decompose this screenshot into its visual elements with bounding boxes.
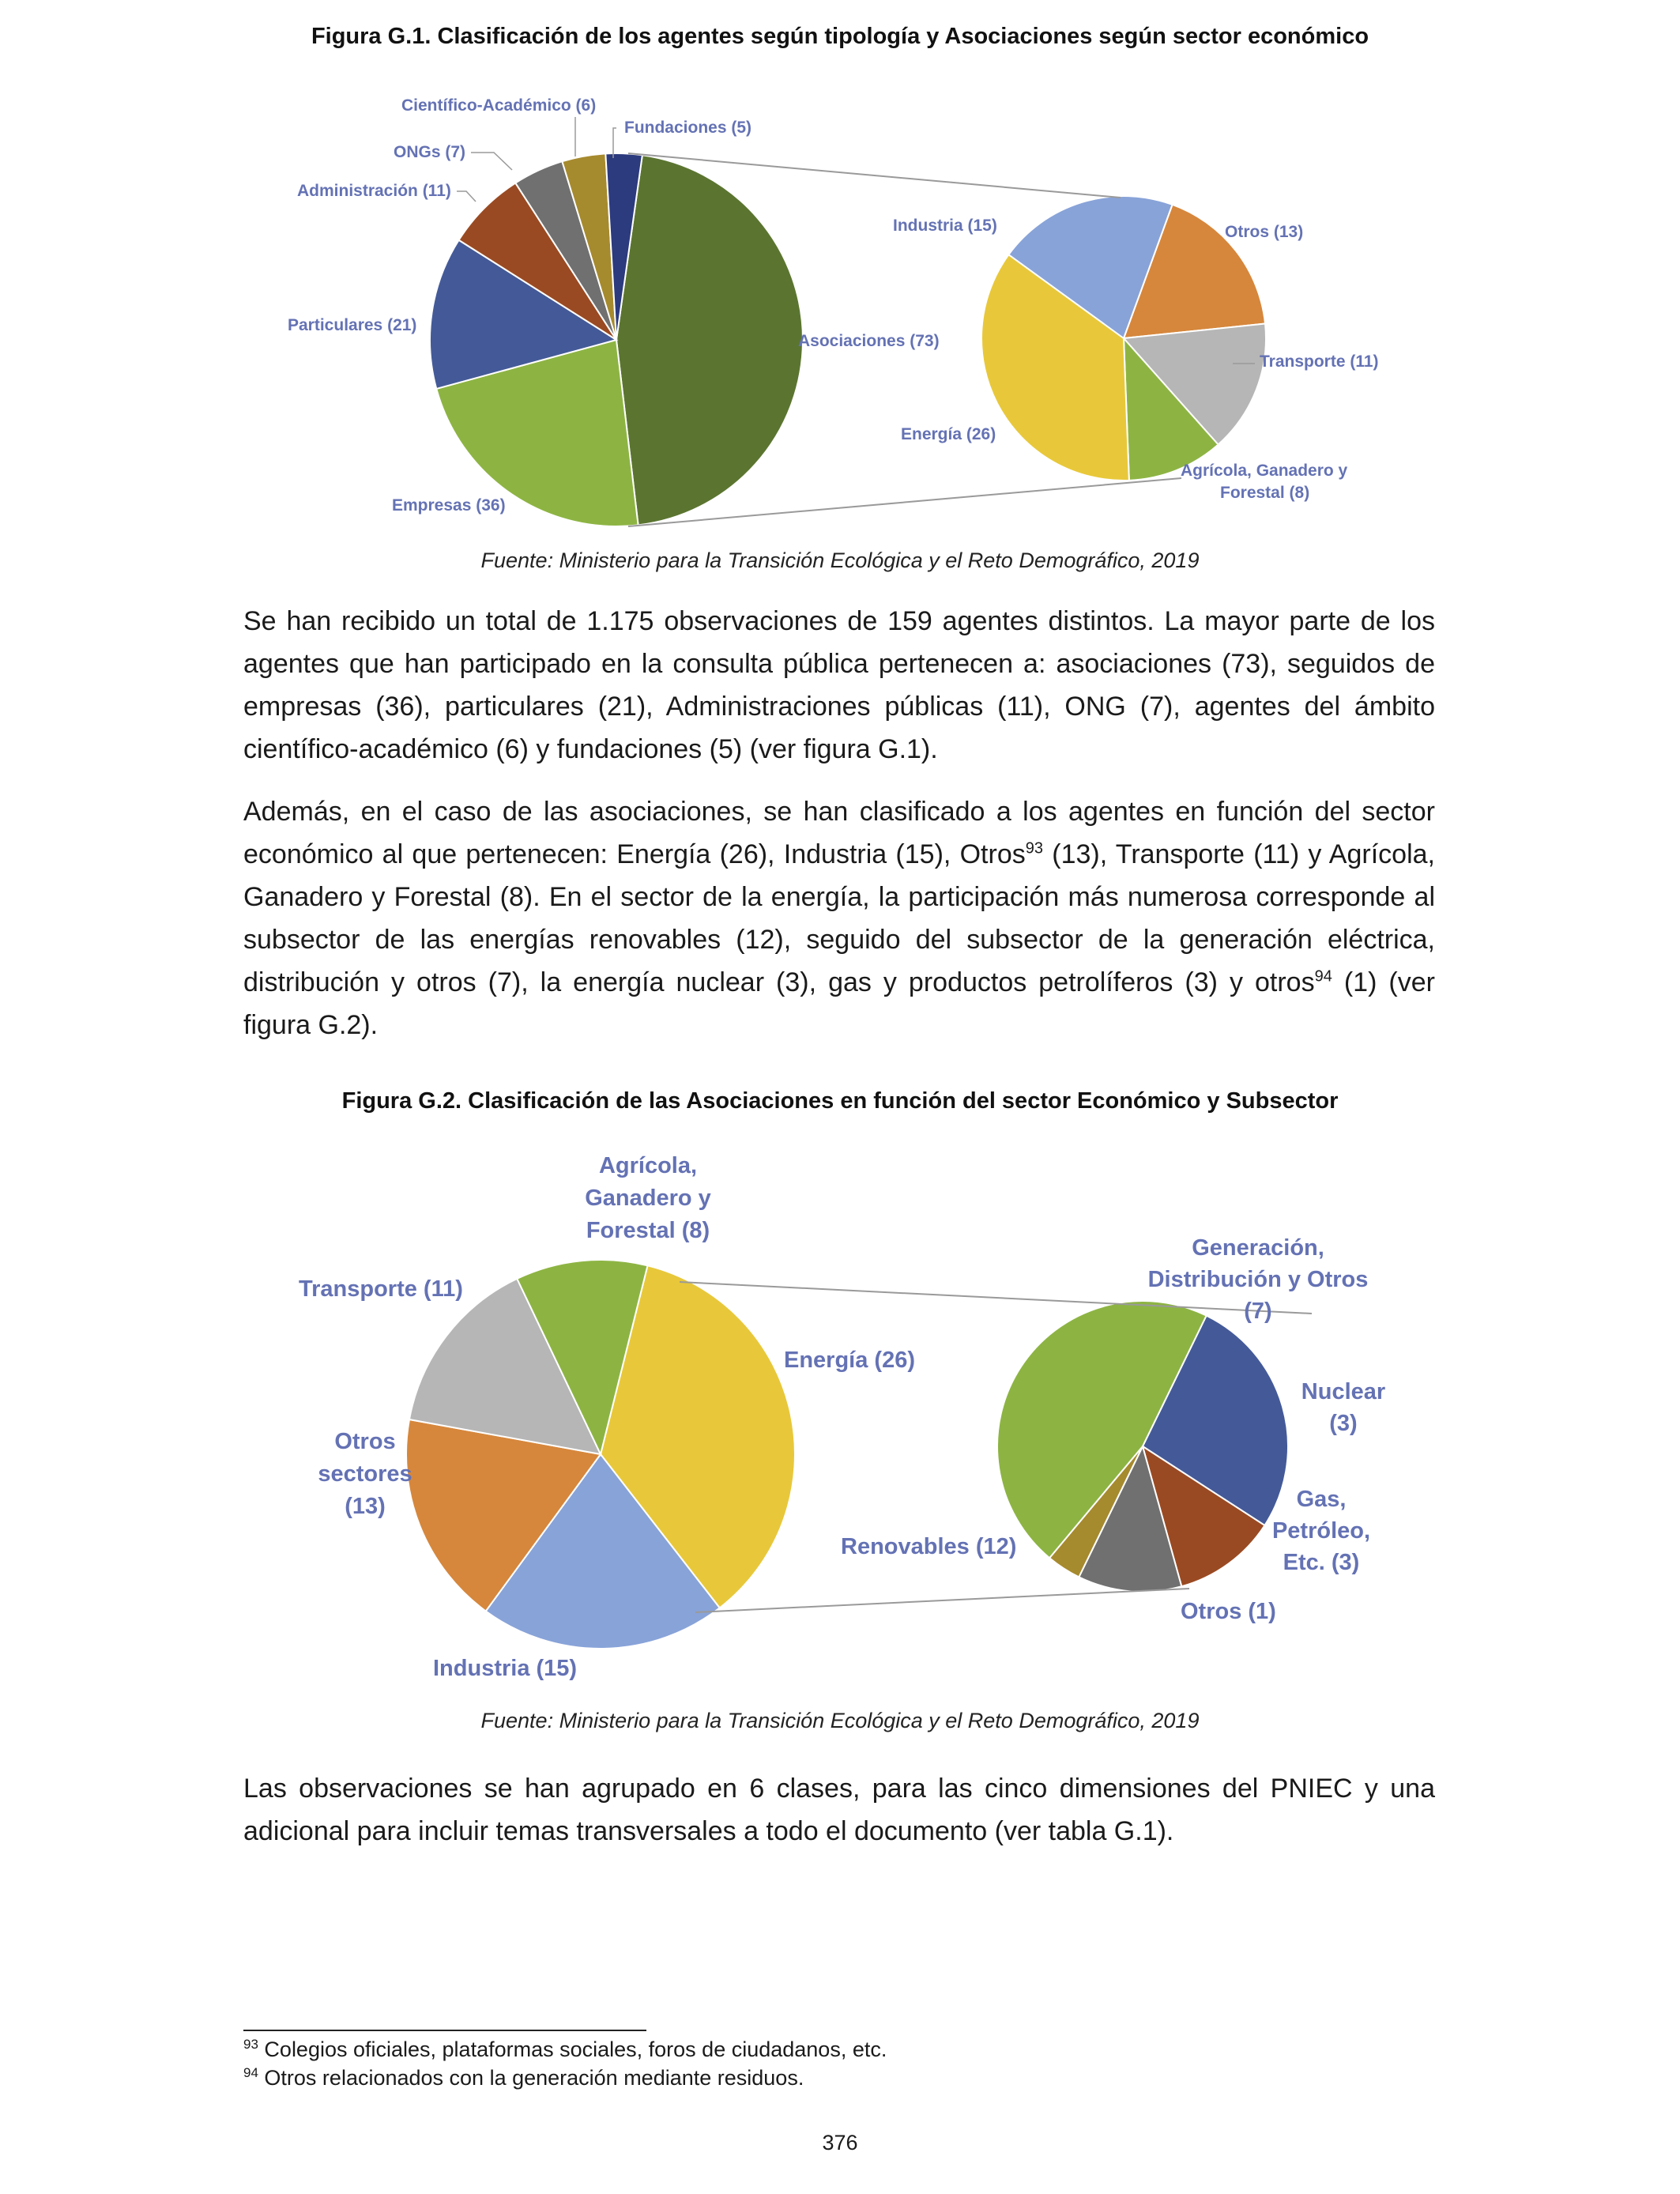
label-renovables: Renovables (12) — [841, 1534, 1017, 1559]
paragraph-observaciones: Se han recibido un total de 1.175 observaciones de 159 agentes distintos. La mayor parte de los agentes que han participado en la consulta pública pertenecen a: asociaciones (73), seguidos de empresas (36), particulares (21), Administraciones públicas (11), ONG (7), agentes del ámbito científico-académico (6) y fundaciones (5) (ver figura G.1). — [243, 606, 1435, 764]
label-otros-sectores-line3: (13) — [345, 1494, 386, 1519]
label-nuclear-line2: (3) — [1329, 1411, 1358, 1436]
paragraph-clases: Las observaciones se han agrupado en 6 clases, para las cinco dimensiones del PNIEC y una adicional para incluir temas transversales a todo el documento (ver tabla G.1). — [243, 1774, 1435, 1846]
pie-agentes-tipologia — [430, 153, 803, 526]
figure-g2-chart — [0, 1138, 1680, 1691]
figure-g2-source: Fuente: Ministerio para la Transición Ecológica y el Reto Demográfico, 2019 — [480, 1709, 1200, 1732]
label-agricola-line2: Forestal (8) — [1220, 484, 1310, 502]
footnote-separator — [243, 2030, 646, 2031]
figure-g1-source: Fuente: Ministerio para la Transición Ecológica y el Reto Demográfico, 2019 — [480, 548, 1200, 572]
label-generacion-line3: (7) — [1244, 1299, 1272, 1324]
label-gas-line3: Etc. (3) — [1283, 1550, 1360, 1575]
pie-asociaciones-sector-2 — [406, 1260, 795, 1649]
label-gas-line1: Gas, — [1296, 1487, 1347, 1512]
pie1-slice-0 — [616, 155, 803, 525]
label-energia: Energía (26) — [901, 425, 996, 443]
paragraph-asociaciones-sector: Además, en el caso de las asociaciones, se han clasificado a los agentes en función del sector económico al que pertenecen: Energía (26), Industria (15), Otros$^{93}$ (13), Transporte (11) y Agrícola, Ganadero y Forestal (8). En el sector de la energía, la participación más numerosa corresponde al subsector de las energías renovables (12), seguido del subsector de la generación eléctrica, distribución y otros (7), la energía nuclear (3), gas y productos petrolíferos (3) y otros$^{94}$ (1) (ver figura G.2). — [243, 797, 1435, 1040]
label-administracion: Administración (11) — [297, 182, 451, 200]
label-cientifico-academico: Científico-Académico (6) — [401, 96, 597, 115]
figure-g1-title: Figura G.1. Clasificación de los agentes según tipología y Asociaciones según sector económico — [311, 24, 1369, 49]
footnote-94: $^{94}$ Otros relacionados con la generación mediante residuos. — [243, 2065, 804, 2090]
label-agricola-2-line3: Forestal (8) — [586, 1218, 710, 1243]
label-particulares: Particulares (21) — [288, 316, 417, 334]
label-transporte-2: Transporte (11) — [299, 1276, 463, 1302]
label-ongs: ONGs (7) — [394, 143, 466, 161]
figure-g1-chart — [0, 79, 1680, 537]
label-energia-2: Energía (26) — [784, 1348, 915, 1373]
label-asociaciones: Asociaciones (73) — [798, 332, 940, 350]
pie-asociaciones-sector — [981, 196, 1266, 481]
label-industria-2: Industria (15) — [433, 1656, 578, 1681]
label-otros-sectores-line1: Otros — [334, 1429, 396, 1454]
label-agricola-line1: Agrícola, Ganadero y — [1181, 462, 1348, 480]
page-number: 376 — [822, 2131, 858, 2154]
pie-energia-subsector — [997, 1301, 1288, 1592]
label-gas-line2: Petróleo, — [1271, 1518, 1371, 1544]
figure-g2-title: Figura G.2. Clasificación de las Asociaciones en función del sector Económico y Subsector — [341, 1088, 1339, 1114]
label-transporte: Transporte (11) — [1260, 352, 1379, 371]
label-empresas: Empresas (36) — [392, 496, 506, 515]
label-fundaciones: Fundaciones (5) — [624, 119, 752, 137]
footnote-ref-94[interactable]: 94 — [1314, 967, 1332, 986]
footnote-93: $^{93}$ Colegios oficiales, plataformas sociales, foros de ciudadanos, etc. — [243, 2037, 887, 2061]
label-otros-energia: Otros (1) — [1181, 1599, 1276, 1624]
label-generacion-line1: Generación, — [1192, 1235, 1324, 1261]
label-agricola-2-line2: Ganadero y — [585, 1186, 711, 1211]
label-otros-sectores-line2: sectores — [318, 1461, 412, 1487]
label-nuclear-line1: Nuclear — [1301, 1379, 1386, 1404]
label-generacion-line2: Distribución y Otros — [1147, 1267, 1369, 1292]
connector-line-bottom-2 — [695, 1589, 1189, 1612]
footnote-ref-93[interactable]: 93 — [1025, 839, 1043, 858]
label-agricola-2-line1: Agrícola, — [598, 1153, 698, 1178]
label-otros: Otros (13) — [1225, 223, 1304, 241]
label-industria: Industria (15) — [893, 217, 997, 235]
